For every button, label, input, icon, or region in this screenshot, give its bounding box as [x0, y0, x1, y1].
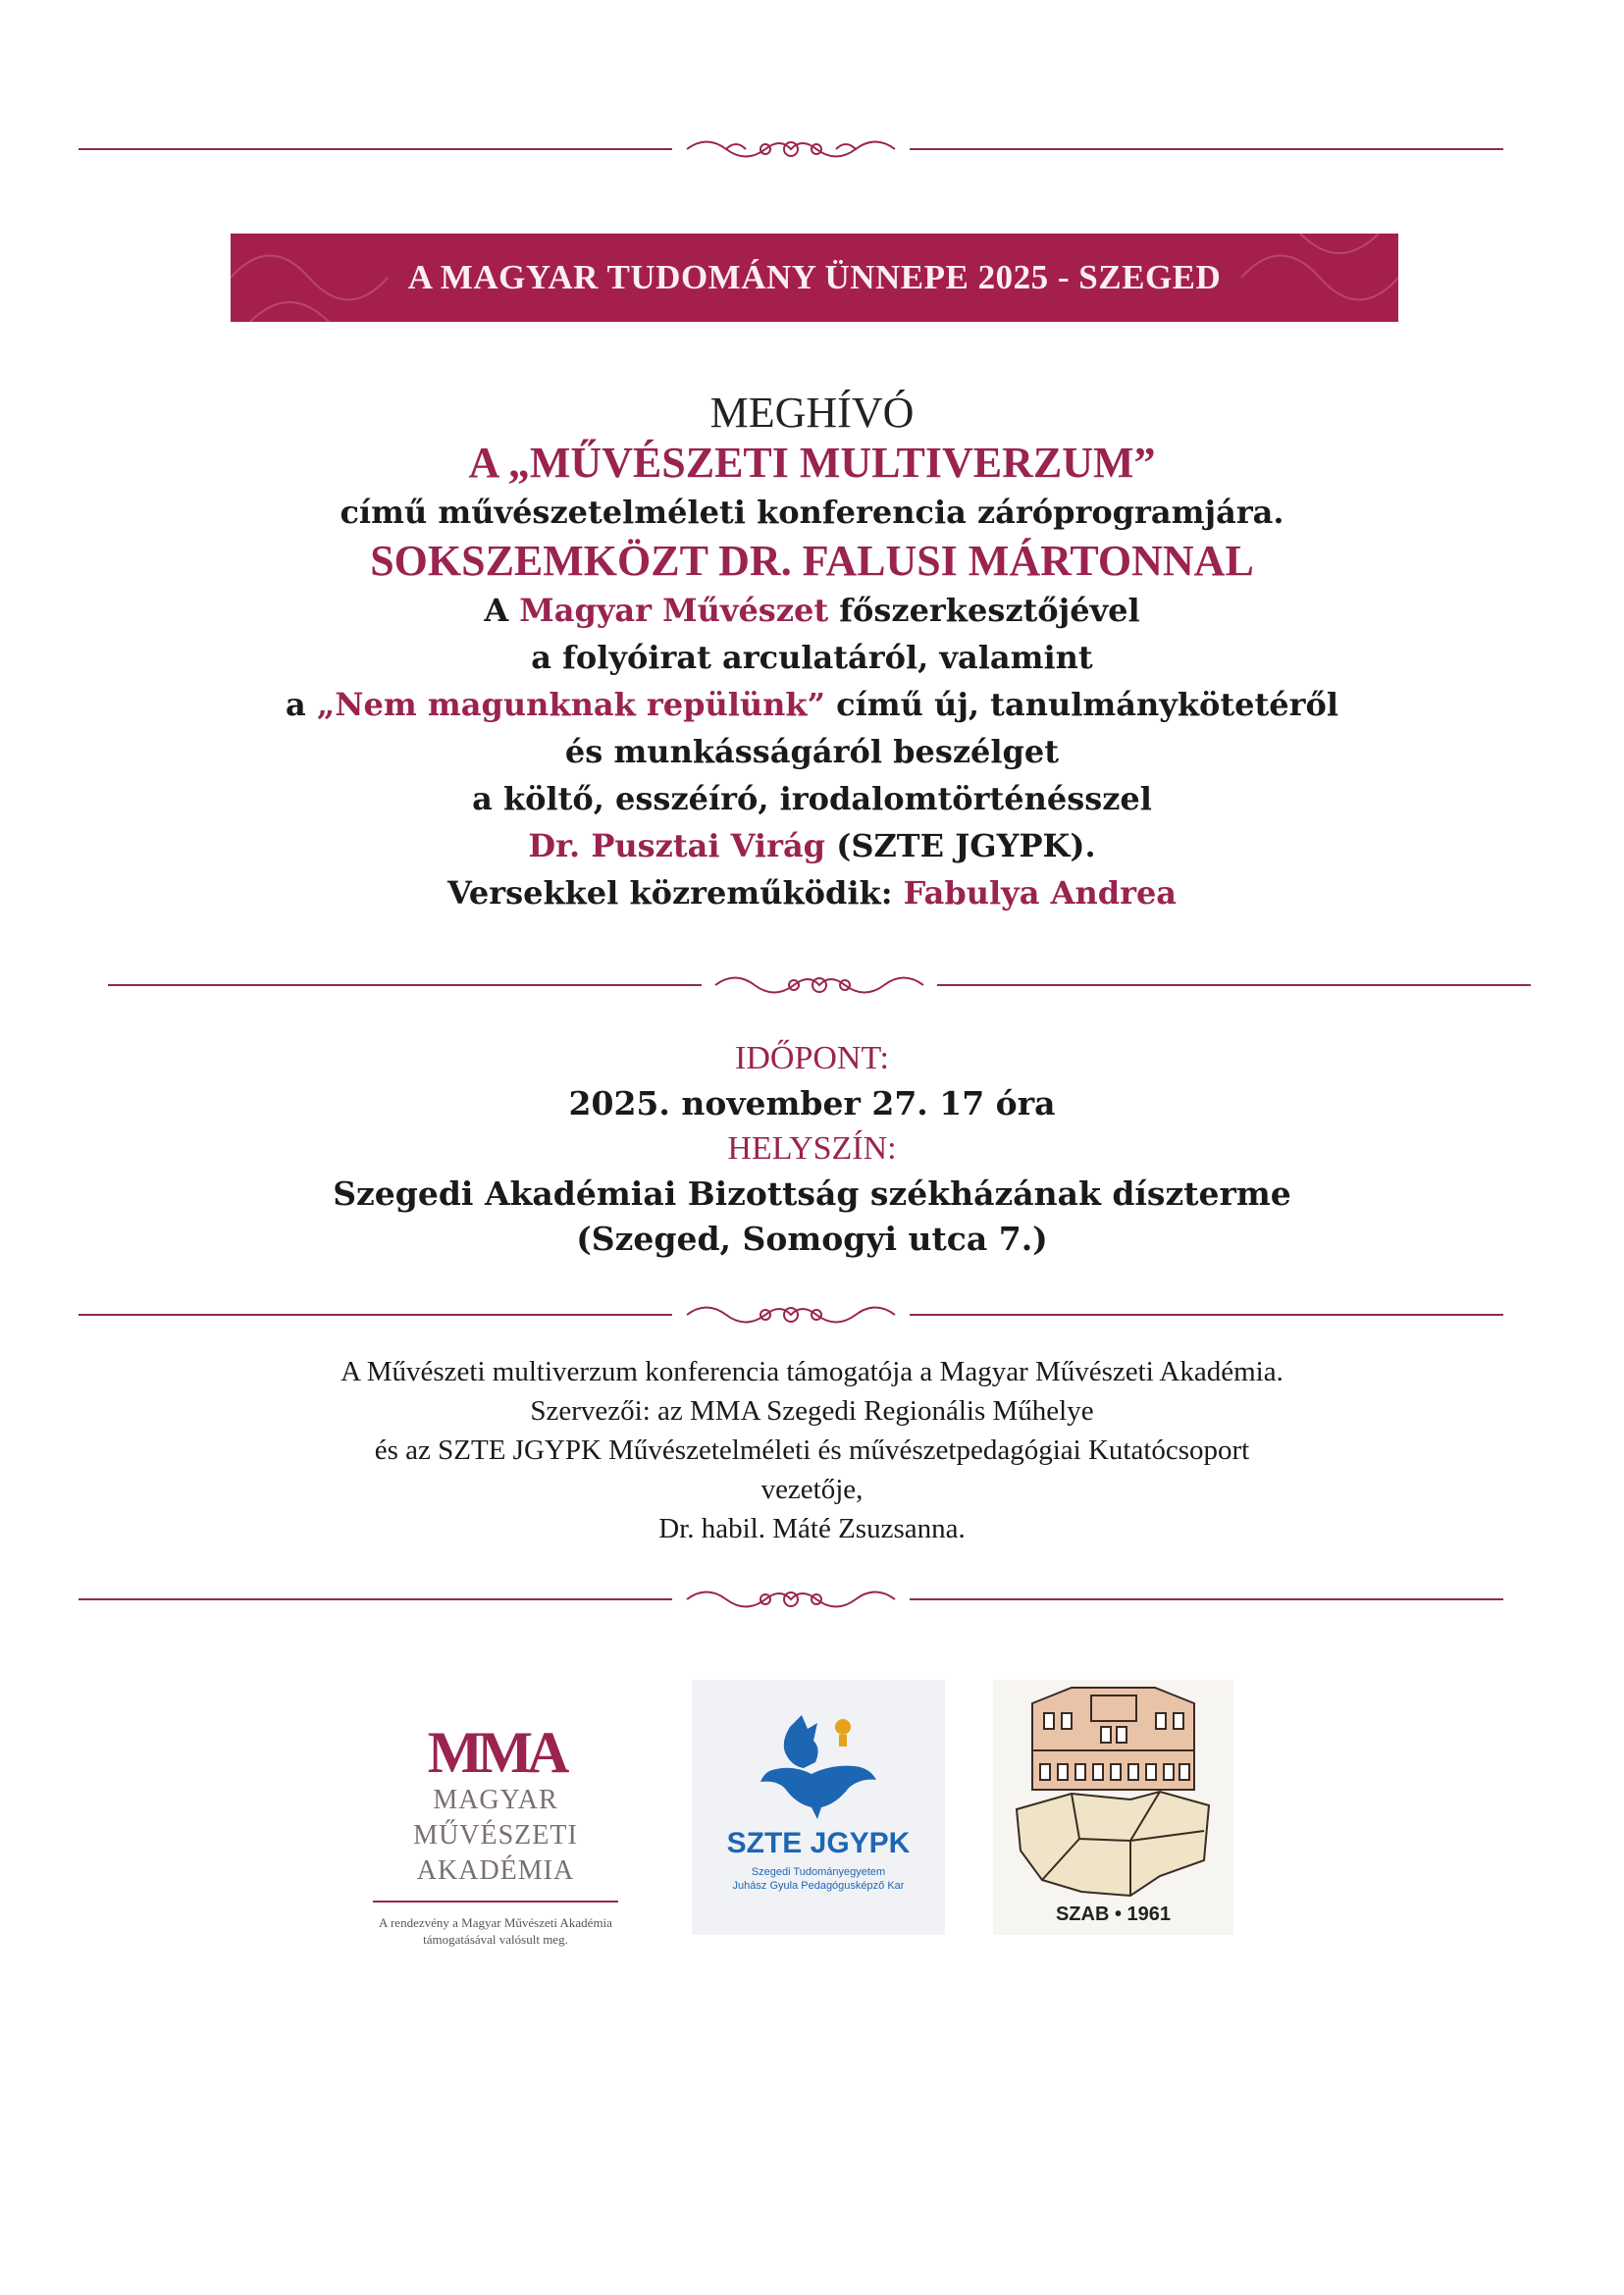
- sponsors-block: [0, 1352, 1624, 1548]
- lower-divider: [79, 1295, 1503, 1334]
- ornament-icon: [682, 130, 900, 169]
- szab-building-map-icon: [1013, 1684, 1214, 1902]
- details-block: [0, 1036, 1624, 1262]
- top-divider: [79, 130, 1503, 169]
- szte-bird-emblem-icon: [753, 1709, 884, 1827]
- place-value: Szegedi Akadémiai Bizottság székházának díszterme: [333, 1174, 1291, 1213]
- szte-sub-line-1: Szegedi Tudományegyetem: [751, 1866, 886, 1878]
- szab-logo: [993, 1680, 1233, 1935]
- invitation-block: [0, 389, 1624, 916]
- middle-divider: [108, 965, 1531, 1005]
- ornament-icon: [682, 1295, 900, 1334]
- sponsor-line-2: Szervezői: az MMA Szegedi Regionális Műhelye: [530, 1395, 1094, 1427]
- mma-separator: [373, 1901, 618, 1903]
- invitation-heading: MEGHÍVÓ: [709, 389, 915, 437]
- event-subtitle: című művészetelméleti konferencia záróprogramjára.: [340, 494, 1284, 531]
- description-line-6: Dr. Pusztai Virág (SZTE JGYPK).: [528, 827, 1096, 864]
- event-title: A „MŰVÉSZETI MULTIVERZUM”: [468, 439, 1156, 487]
- ornament-icon: [710, 965, 928, 1005]
- place-label: HELYSZÍN:: [727, 1130, 897, 1167]
- description-line-2: a folyóirat arculatáról, valamint: [531, 639, 1093, 676]
- sponsor-line-1: A Művészeti multiverzum konferencia támogatója a Magyar Művészeti Akadémia.: [341, 1356, 1283, 1387]
- mma-name-line-2: AKADÉMIA: [416, 1855, 575, 1886]
- szte-sub-line-2: Juhász Gyula Pedagógusképző Kar: [732, 1880, 905, 1892]
- moderator-name: Dr. Pusztai Virág: [528, 827, 826, 864]
- szab-caption: SZAB • 1961: [1055, 1904, 1172, 1925]
- performer-name: Fabulya Andrea: [903, 874, 1178, 912]
- ornament-icon: [682, 1580, 900, 1619]
- banner-title: A MAGYAR TUDOMÁNY ÜNNEPE 2025 - SZEGED: [407, 258, 1222, 296]
- mma-note-line-1: A rendezvény a Magyar Művészeti Akadémia: [379, 1915, 612, 1930]
- description-line-4: és munkásságáról beszélget: [564, 733, 1060, 770]
- description-line-7: Versekkel közreműködik: Fabulya Andrea: [446, 874, 1178, 912]
- place-address: (Szeged, Somogyi utca 7.): [576, 1220, 1048, 1258]
- sponsor-line-4: vezetője,: [760, 1474, 864, 1505]
- szte-jgypk-logo: [692, 1680, 945, 1935]
- mma-note-line-2: támogatásával valósult meg.: [423, 1932, 568, 1947]
- mma-logo: [353, 1720, 638, 1947]
- sponsor-line-5: Dr. habil. Máté Zsuzsanna.: [658, 1513, 966, 1544]
- mma-name-line-1: MAGYAR MŰVÉSZETI: [413, 1785, 578, 1851]
- program-title: SOKSZEMKÖZT DR. FALUSI MÁRTONNAL: [370, 537, 1254, 585]
- time-value: 2025. november 27. 17 óra: [568, 1084, 1056, 1122]
- time-label: IDŐPONT:: [735, 1040, 889, 1076]
- bottom-divider: [79, 1580, 1503, 1619]
- description-line-3: a „Nem magunknak repülünk” című új, tanulmánykötetéről: [286, 686, 1338, 723]
- description-line-5: a költő, esszéíró, irodalomtörténésszel: [472, 780, 1152, 817]
- book-title: „Nem magunknak repülünk”: [316, 686, 825, 723]
- sponsor-line-3: és az SZTE JGYPK Művészetelméleti és művészetpedagógiai Kutatócsoport: [374, 1434, 1250, 1466]
- magazine-name: Magyar Művészet: [519, 592, 829, 629]
- mma-letters: MMA: [427, 1720, 564, 1785]
- szte-name: SZTE JGYPK: [726, 1827, 911, 1859]
- event-banner: [231, 234, 1398, 322]
- description-line-1: A Magyar Művészet főszerkesztőjével: [484, 592, 1140, 629]
